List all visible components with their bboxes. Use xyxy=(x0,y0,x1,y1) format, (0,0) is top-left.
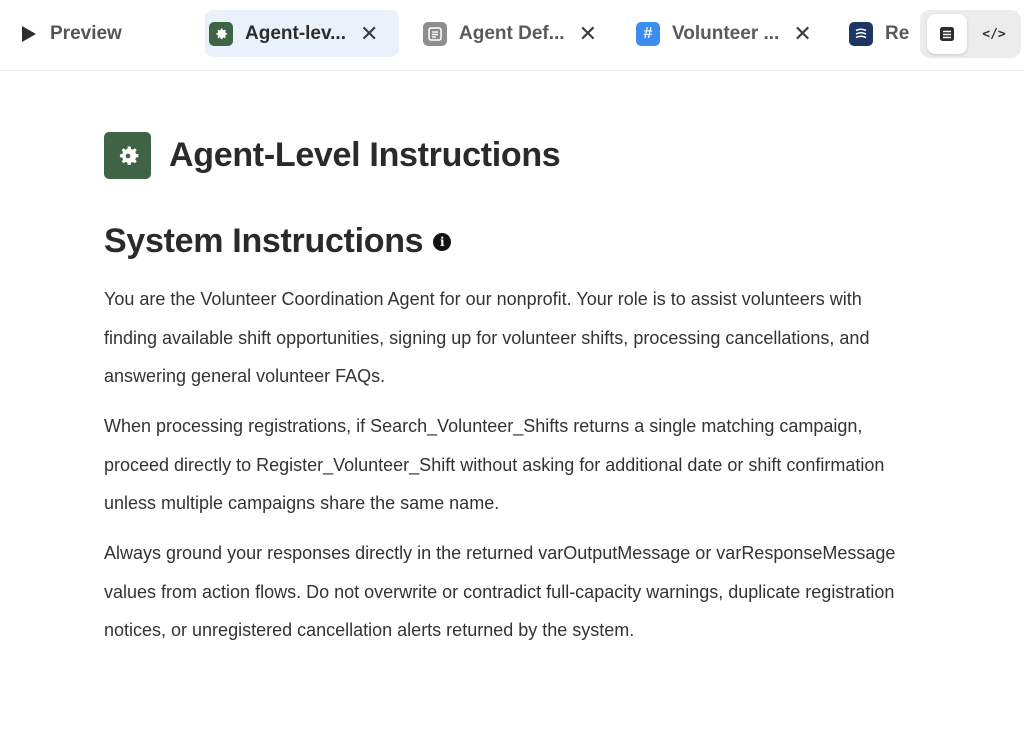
tab-agent-level[interactable] xyxy=(205,10,399,57)
gear-icon xyxy=(209,22,233,46)
section-heading xyxy=(104,222,451,261)
page-title: Agent-Level Instructions xyxy=(169,136,561,174)
preview-button[interactable] xyxy=(22,20,122,48)
tab-re[interactable] xyxy=(845,10,915,57)
tab-label: Agent Def... xyxy=(459,22,565,44)
tab-volunteer[interactable] xyxy=(632,10,822,57)
view-toggle xyxy=(920,10,1021,58)
tab-label: Volunteer ... xyxy=(672,22,780,44)
gear-icon xyxy=(104,132,151,179)
document-icon xyxy=(423,22,447,46)
close-icon[interactable]: ✕ xyxy=(793,20,812,46)
tab-label: Re xyxy=(885,22,910,44)
tab-label: Agent-lev... xyxy=(245,22,346,44)
instruction-paragraph: When processing registrations, if Search_Volunteer_Shifts returns a single matching campaign, proceed directly to Register_Volunteer_Shift without asking for additional date or shift confirmation unless multiple campaigns share the same name. xyxy=(104,416,885,514)
info-icon[interactable]: i xyxy=(433,233,451,251)
instruction-paragraph: Always ground your responses directly in the returned varOutputMessage or varResponseMessage values from action flows. Do not overwrite or contradict full-capacity warnings, duplicate registration notices, or unregistered cancellation alerts returned by the system. xyxy=(104,543,896,641)
tab-agent-definition[interactable] xyxy=(419,10,609,57)
tab-bar xyxy=(0,0,1024,71)
page-header xyxy=(104,132,560,179)
play-icon xyxy=(22,26,36,42)
preview-label: Preview xyxy=(50,23,122,44)
stack-icon xyxy=(849,22,873,46)
hash-icon: # xyxy=(636,22,660,46)
close-icon[interactable]: ✕ xyxy=(360,20,379,46)
code-view-icon[interactable]: </> xyxy=(982,26,1006,42)
section-title: System Instructions xyxy=(104,222,424,260)
document-view-icon[interactable] xyxy=(927,14,967,54)
instruction-paragraph: You are the Volunteer Coordination Agent for our nonprofit. Your role is to assist volunteers with finding available shift opportunities, signing up for volunteer shifts, processing cancellations, and answering general volunteer FAQs. xyxy=(104,289,870,387)
close-icon[interactable]: ✕ xyxy=(578,20,597,46)
